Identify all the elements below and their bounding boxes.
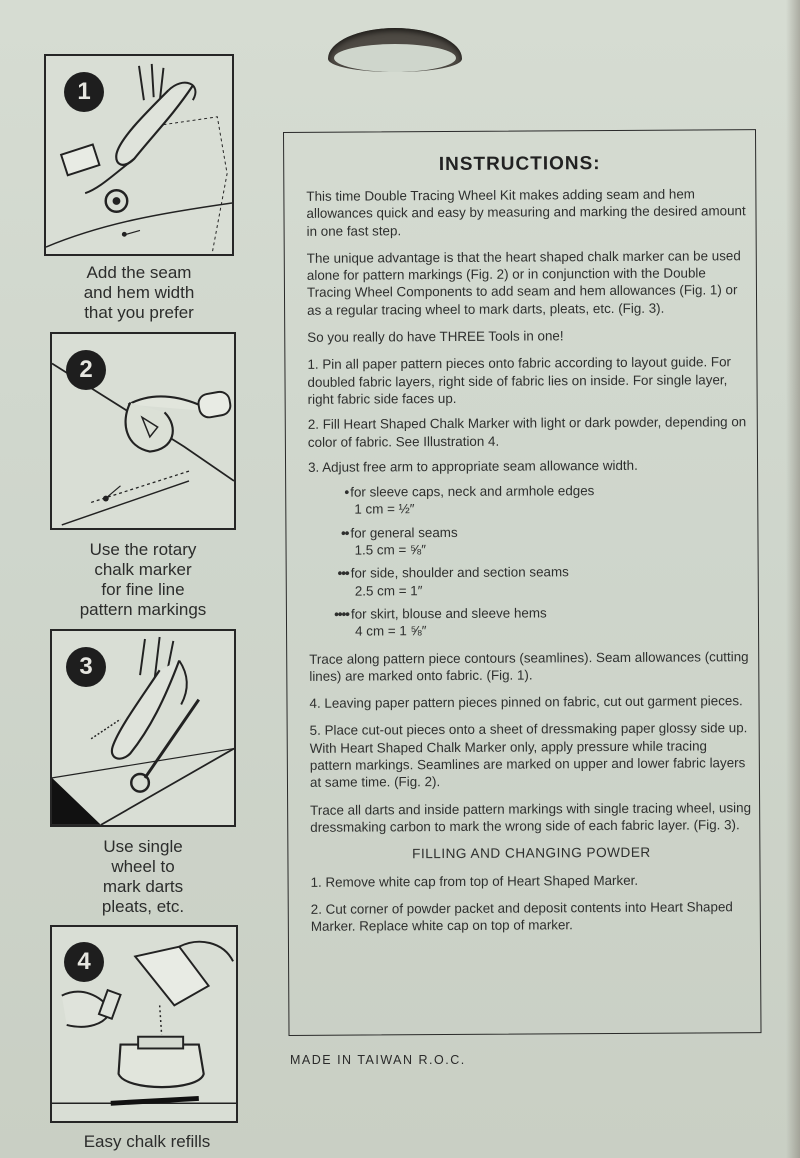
allowance-measure: 1 cm = ½″ [354, 501, 415, 518]
caption-line: for fine line [101, 580, 185, 599]
three-tools-line: So you really do have THREE Tools in one! [307, 328, 564, 345]
allowance-item [309, 562, 751, 599]
figure-4-caption [52, 1132, 242, 1152]
allowance-dots: •• [341, 525, 349, 541]
caption-line: wheel to [111, 857, 175, 876]
caption-line: pleats, etc. [101, 897, 185, 916]
instructions-title: INSTRUCTIONS: [438, 153, 601, 176]
allowance-label: for skirt, blouse and sleeve hems [350, 605, 547, 622]
caption-line: pattern markings [79, 600, 207, 619]
instructions-panel [283, 129, 762, 1036]
step-1: 1. Pin all paper pattern pieces onto fabric according to layout guide. For doubled fabric layers, right side of fabric lies on inside. For single layer, right fabric side faces up. [307, 354, 732, 407]
figure-3-number-badge: 3 [66, 647, 106, 687]
darts-paragraph: Trace all darts and inside pattern markings with single tracing wheel, using dressmaking carbon to mark the wrong side of each fabric layer. (Fig. 3). [310, 799, 752, 835]
allowance-label: for side, shoulder and section seams [350, 564, 569, 581]
allowance-dots: •••• [334, 606, 349, 622]
figure-1-caption [44, 263, 234, 323]
card-edge-shadow [786, 0, 800, 1158]
figure-2-number-badge: 2 [66, 350, 106, 390]
instructions-body [306, 185, 753, 945]
figure-1-number-badge: 1 [64, 72, 104, 112]
caption-line: Easy chalk refills [83, 1132, 211, 1151]
filling-heading: FILLING AND CHANGING POWDER [412, 844, 651, 862]
step-2: 2. Fill Heart Shaped Chalk Marker with light or dark powder, depending on color of fabric. See Illustration 4. [307, 414, 747, 450]
step-3: 3. Adjust free arm to appropriate seam allowance width. [308, 457, 638, 475]
step-5: 5. Place cut-out pieces onto a sheet of dressmaking paper glossy side up. With Heart Shaped Chalk Marker only, apply pressure while tracing pattern markings. Seamlines are marked on upper and lower fabric layers at same time. (Fig. 2). [309, 720, 748, 791]
figure-3-caption [48, 837, 238, 917]
allowance-measure: 1.5 cm = ⅝″ [354, 542, 426, 558]
allowance-item [308, 481, 750, 518]
allowance-label: for general seams [350, 524, 458, 541]
allowance-item [309, 603, 751, 640]
allowance-item [308, 522, 750, 559]
caption-line: chalk marker [94, 560, 192, 579]
trace-paragraph: Trace along pattern piece contours (seamlines). Seam allowances (cutting lines) are marked onto fabric. (Fig. 1). [309, 648, 749, 684]
caption-line: Add the seam [86, 263, 192, 282]
allowance-dots: ••• [337, 565, 349, 582]
hang-hole [328, 28, 462, 72]
advantage-paragraph: The unique advantage is that the heart shaped chalk marker can be used alone for pattern markings (Fig. 2) or in conjunction with the Double Tracing Wheel Components to add seam and hem allowances (Fig. 1) or as a regular tracing wheel to mark darts, pleats, etc. (Fig. 3). [306, 248, 741, 318]
intro-paragraph: This time Double Tracing Wheel Kit makes adding seam and hem allowances quick and easy by measuring and marking the desired amount in one fast step. [306, 186, 746, 239]
allowance-measure: 4 cm = 1 ⅝″ [355, 623, 427, 639]
caption-line: Use the rotary [89, 540, 197, 559]
fill-step-2: 2. Cut corner of powder packet and deposit contents into Heart Shaped Marker. Replace white cap on top of marker. [310, 899, 733, 934]
caption-line: that you prefer [84, 303, 194, 322]
allowance-measure: 2.5 cm = 1″ [354, 582, 423, 599]
figure-2-caption [48, 540, 238, 620]
step-4: 4. Leaving paper pattern pieces pinned on fabric, cut out garment pieces. [309, 693, 743, 711]
caption-line: and hem width [83, 283, 195, 302]
made-in-label: MADE IN TAIWAN R.O.C. [290, 1053, 466, 1067]
caption-line: mark darts [102, 877, 184, 896]
figure-4-number-badge: 4 [64, 942, 104, 982]
fill-step-1: 1. Remove white cap from top of Heart Shaped Marker. [310, 872, 639, 890]
allowance-dots: • [344, 484, 349, 500]
allowance-label: for sleeve caps, neck and armhole edges [350, 483, 595, 500]
caption-line: Use single [103, 837, 183, 856]
